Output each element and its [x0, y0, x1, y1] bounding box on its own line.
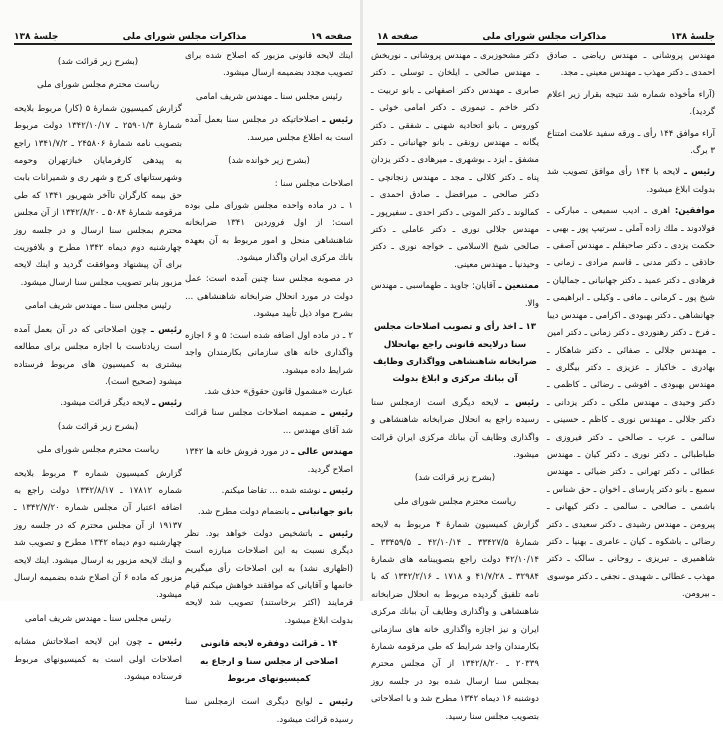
- paragraph: [547, 126, 715, 161]
- paragraph: [371, 48, 539, 274]
- paragraph: [371, 278, 539, 313]
- block-text: ۱ ـ در ماده واحده مجلس شورای ملی بوده است: از اول فروردین ۱۳۴۱ ضرابخانه شاهنشاهی منحل و امور مربوط به آن بعهده بانك مرکزی ایران واگذار میشود.: [185, 200, 353, 264]
- text-column-right: [547, 48, 715, 608]
- block-text: ۱۴ ـ قرائت دوفقره لایحه قانونی اصلاحی از مجلس سنا و ارجاع به کمیسیونهای مربوط: [200, 639, 338, 684]
- paragraph: [185, 198, 353, 268]
- block-text: گزارش کمیسیون شماره ۳ مربوط بلایحه شماره ۱۷۸۱۲ ـ ۱۳۴۲/۸/۱۷ دولت راجع به اضافه اعتبار آن مجلس شماره ۱۳۴۲/۷/۲۰ ـ ۱۹۱۳۷ از آن مجلس محترم که در جلسه روز چهارشنبه دوم دیماه ۱۳۴۲ مطرح و تصویب شد و اینك لایحه مزبور به ارسال میشود. اینك لایحه مزبور که ماده ۶ آن اصلاح شده بضمیمه ارسال میشود.: [14, 468, 183, 601]
- block-text: لایحه دیگر قرائت میشود.: [60, 398, 150, 409]
- paragraph: [547, 164, 715, 199]
- block-text: اهری ـ ادیب سمیعی ـ مبارکی ـ فولادوند ـ ملك زاده آملی ـ سرتیپ پور ـ بهبی ـ حکمت یزدی ـ دکتر صاحبقلم ـ مهندس آصفی ـ حاذقی ـ دکتر مدنی ـ قاسم مرادی ـ زمانی ـ فرهادی ـ دکتر عمید ـ دکتر جهانبانی ـ جمالیان ـ شیخ پور ـ کرمانی ـ مافی ـ وکیلی ـ ابراهیمی ـ جهانشاهی ـ دکتر بهبودی ـ اکرامی ـ مهندس دیبا ـ فرخ ـ دکتر رهنوردی ـ دکتر زمانی ـ دکتر امین ـ مهندس جلالی ـ صفائی ـ دکتر شاهکار ـ بهادری ـ خاکباز ـ عزیزی ـ دکتر بیگلری ـ مهندس بهبودی ـ افوشی ـ رضائی ـ کاظمی ـ دکتر وحیدی ـ مهندس ملکی ـ دکتر یزدانی ـ دکتر جلالی ـ مهندس نوری ـ کاظم ـ حسینی ـ سالمی ـ عرب ـ صالحی ـ دکتر فیروزی ـ طباطبائی ـ دکتر نوری ـ دکتر کیان ـ مهندس عطائی ـ دکتر تهرانی ـ دکتر ضیائی ـ مهندس سمیع ـ بانو دکتر پارسای ـ اخوان ـ حق شناس ـ باشمی ـ صالحی ـ سالمی ـ دکتر کیهانی ـ پیرومن ـ مهندس رشیدی ـ دکتر سعیدی ـ دکتر رضائی ـ باشکوه ـ کیان ـ عامری ـ بهنیا ـ دکتر شاهمیری ـ تبریزی ـ روحانی ـ سالک ـ دکتر مهذب ـ عطائی ـ شهیدی ـ نجفی ـ دکتر موسوی ـ بیرومن.: [547, 206, 715, 600]
- block-text: (بشرح زیر قرائت شد): [414, 473, 496, 484]
- paragraph: [185, 176, 353, 193]
- header-rule: [14, 43, 352, 45]
- block-text: نوشته شده ... تقاضا میکنم.: [221, 485, 321, 496]
- paragraph: [185, 694, 353, 729]
- paragraph: [14, 395, 182, 412]
- block-text: اینك لایحه قانونی مزبور که اصلاح شده برای تصویب مجدد بضمیمه ارسال میشود.: [185, 51, 353, 79]
- session-number: جلسهٔ ۱۳۸: [14, 32, 59, 42]
- block-text: (آراء مأخوذه شماره شد نتیجه بقرار زیر اعلام گردید).: [547, 89, 715, 118]
- block-text: لایحه دیگری است ازمجلس سنا رسیده راجع به انحلال ضرابخانه شاهنشاهی و واگذاری وظایف آن ببانك مرکزی ایران قرائت میشود.: [371, 397, 539, 460]
- running-header: [377, 28, 715, 42]
- paragraph: [185, 483, 353, 500]
- block-text: آراء موافق ۱۴۴ رأی ـ ورقه سفید علامت امتناع ۳ برگ.: [547, 128, 715, 157]
- speaker-label: رئیس ـ: [322, 115, 354, 126]
- centered-line: [14, 442, 182, 459]
- block-text: مهندس پروشانی ـ مهندس ریاضی ـ صادق احمدی ـ دکتر مهذب ـ مهندس معینی ـ مجد.: [547, 51, 715, 79]
- centered-line: [14, 419, 182, 436]
- session-number: جلسهٔ ۱۳۸: [670, 32, 715, 42]
- paragraph: [14, 634, 182, 686]
- centered-line: [371, 494, 539, 511]
- block-text: (بشرح زیر قرائت شد): [57, 57, 139, 67]
- speaker-label: بانو جهانبانی ـ: [292, 507, 353, 518]
- running-header: [14, 28, 352, 42]
- text-column-left: [14, 48, 182, 690]
- section-heading: [371, 319, 539, 389]
- centered-line: [185, 89, 353, 106]
- block-text: ریاست محترم مجلس شورای ملی: [37, 445, 159, 456]
- text-column-right: [185, 48, 353, 733]
- speaker-label: رئیس ـ: [319, 697, 353, 708]
- paragraph: [185, 112, 353, 147]
- page-18: [363, 0, 723, 722]
- centered-line: [14, 611, 182, 628]
- paragraph: [547, 48, 715, 83]
- paragraph: [185, 405, 353, 440]
- block-text: لوایح دیگری است ازمجلس سنا رسیده قرائت میشود.: [185, 697, 353, 725]
- paragraph: [14, 466, 182, 605]
- paragraph: [14, 322, 182, 392]
- block-text: آقایان: جاوید ـ طهماسبی ـ مهندس والا.: [371, 281, 539, 309]
- paragraph: [185, 48, 353, 83]
- publication-title: مذاکرات مجلس شورای ملی: [482, 32, 607, 42]
- paragraph: [185, 526, 353, 630]
- block-text: رئیس مجلس سنا ـ مهندس شریف امامی: [195, 91, 343, 102]
- speaker-label: رئیس ـ: [152, 398, 182, 409]
- page-number: صفحه ۱۸: [377, 32, 419, 42]
- speaker-label: رئیس ـ: [319, 528, 354, 539]
- block-text: (بشرح زیر خوانده شد): [228, 156, 310, 167]
- block-text: رئیس مجلس سنا ـ مهندس شریف امامی: [24, 613, 172, 624]
- page-19: [0, 0, 360, 725]
- header-rule: [377, 43, 715, 45]
- speaker-label: موافقین:: [674, 206, 715, 217]
- block-text: اصلاحاتیکه در مجلس سنا بعمل آمده است به اطلاع مجلس میرسد.: [185, 115, 353, 143]
- block-text: (بشرح زیر قرائت شد): [57, 421, 139, 432]
- text-column-left: [371, 48, 539, 730]
- speaker-label: مهندس عالی ـ: [291, 447, 354, 458]
- centered-line: [185, 153, 353, 170]
- speaker-label: رئیس ـ: [323, 485, 353, 496]
- block-text: ۱۳ ـ اخذ رأی و تصویب اصلاحات مجلس سنا درلایحه قانونی راجع بهانحلال ضرابخانه شاهنشاهی وواگذاری وظایف آن ببانك مرکزی و ابلاغ بدولت: [373, 322, 537, 385]
- block-text: رئیس مجلس سنا ـ مهندس شریف امامی: [24, 301, 172, 312]
- page-number: صفحه ۱۹: [310, 32, 352, 42]
- block-text: اصلاحات مجلس سنا :: [274, 179, 353, 190]
- paragraph: [547, 87, 715, 122]
- block-text: چون اصلاحاتی که در آن بعمل آمده است زیادتاست با اجازه مجلس برای مطالعه بیشتری به کمیسیون های مربوط فرستاده میشود (صحیح است).: [14, 324, 182, 387]
- block-text: ۲ ـ در ماده اول اضافه شده است: ۵ و ۶ اجازه واگذاری خانه های سازمانی بکارمندان واجد شرایط داده میشود.: [185, 330, 353, 376]
- block-text: دکتر مشحوزبری ـ مهندس پروشانی ـ نوربخش ـ مهندس صالحی ـ ایلخان ـ توسلی ـ دکتر صابری ـ مهندس دکتر اصفهانی ـ بانو تربیت ـ دکتر خاخم ـ تیموری ـ دکتر امامی خوئی ـ کوروس ـ بانو اتحادیه شهنی ـ شفقی ـ دکتر یگانه ـ مهندس رونقی ـ بانو جهانبانی ـ دکتر مشفق ـ ایزد ـ بوشهری ـ میرهادی ـ دکتر یزدان پناه ـ دکتر کلالی ـ مجد ـ مهندس زنجانچی ـ دکتر صالحی ـ میرافضل ـ صادق احمدی ـ کمالوند ـ دکتر الموتی ـ دکتر احدی ـ سفیرپور ـ مهندس جلالی نوری ـ دکتر عاملی ـ دکتر صالحی شیخ الاسلامی ـ خواجه نوری ـ دکتر وحیدنیا ـ مهندس معینی.: [371, 51, 539, 270]
- block-text: گزارش کمیسیون شمارهٔ ۴ مربوط به لایحه شمارهٔ ۳۳۴۲۷/۵ ـ ۴۲/۱۰/۱۴ ـ ۳۳۴۵۹/۵ ـ ۴۲/۱۰/۱۴ دولت راجع بتصویبنامه های شمارهٔ ۳۲۹۸۴ ـ ۴۱/۷/۲۸ و ۱۷۱۸ ـ ۱۳۴۲/۲/۱۶ که با نامه تلفیق گردیده مربوط به انحلال ضرابخانه شاهنشاهی و واگذاری وظایف آن ببانك مرکزی ایران و نیز اجازه واگذاری خانه های سازمانی بکارمندان واجد شرایط که طی مرقومه شمارهٔ ۲۰۳۳۹ ـ ۱۳۴۲/۸/۲۰ از آن مجلس محترم بمجلس سنا ارسال شده بود در جلسه روز دوشنبه ۱۶ دیماه ۱۳۴۲ مطرح شد و با اصلاحاتی بتصویب مجلس سنا رسید.: [371, 520, 540, 722]
- speaker-label: رئیس ـ: [321, 408, 353, 419]
- paragraph: [185, 504, 353, 521]
- block-text: بانضمام دولت مطرح شد.: [197, 507, 290, 518]
- block-text: ریاست محترم مجلس شورای ملی: [394, 496, 516, 507]
- speaker-label: رئیس ـ: [148, 637, 182, 648]
- publication-title: مذاکرات مجلس شورای ملی: [122, 32, 247, 42]
- speaker-label: رئیس ـ: [150, 324, 182, 335]
- paragraph: [185, 384, 353, 401]
- block-text: در مورد فروش خانه ها ۱۳۴۲ اصلاح گردید.: [185, 447, 353, 475]
- paragraph: [185, 444, 353, 479]
- section-heading: [185, 636, 353, 688]
- block-text: باتشخیص دولت خواهد بود. نظر دیگری نسبت به این اصلاحات مبارزه است (اظهاری نشد) به این اصلاحات رأی میگیریم خانمها و آقایانی که موافقند خواهش میکنم قیام فرمایند (اکثر برخاستند) تصویب شد لایحه بدولت ابلاغ میشود.: [185, 528, 353, 626]
- paragraph: [14, 101, 182, 292]
- paragraph: [371, 517, 539, 726]
- speaker-label: رئیس ـ: [505, 397, 539, 408]
- paragraph: [185, 328, 353, 380]
- centered-line: [14, 54, 182, 71]
- speaker-label: رئیس ـ: [683, 167, 715, 178]
- block-text: ریاست محترم مجلس شورای ملی: [37, 80, 159, 91]
- centered-line: [14, 77, 182, 94]
- block-text: در مصوبه مجلس سنا چنین آمده است: عمل دولت در مورد انحلال ضرابخانه شاهنشاهی ... بشرح مواد ذیل تأیید میشود.: [185, 274, 353, 320]
- block-text: عبارت «مشمول قانون حقوق» حذف شد.: [204, 386, 353, 397]
- paragraph: [547, 203, 715, 603]
- block-text: چون این لایحه اصلاحاتش مشابه اصلاحات اولی است به کمیسیونهای مربوط فرستاده میشود.: [14, 637, 182, 682]
- block-text: ضمیمه اصلاحات مجلس سنا قرائت شد آقای مهندس ...: [185, 408, 353, 436]
- block-text: لایحه با ۱۴۴ رأی موافق تصویب شد بدولت ابلاغ میشود.: [547, 167, 715, 195]
- paragraph: [371, 395, 539, 465]
- centered-line: [371, 470, 539, 487]
- centered-line: [14, 298, 182, 315]
- block-text: گزارش کمیسیون شمارهٔ ۵ (کار) مربوط بلایحه شمارهٔ ۲۵۹۰۱/۳ ـ ۱۳۴۲/۱۰/۱۷ دولت مربوط بتصویب نامه شمارهٔ ۲۴۵۸۰۶ ـ ۱۳۴۱/۷/۲ راجع به پیدهی کارفرمایان خبازتهران وحومه وشهرستانهای کرج و شهر ری و شمیرانات بابت حق بیمه کارگران تاآخر شهریور ۱۳۴۱ که طی مرقومه شمارهٔ ۵۰۸۴ ـ ۱۳۴۲/۸/۲۰ از آن مجلس محترم بمجلس سنا ارسال و در جلسه روز چهارشنبه دوم دیماه ۱۳۴۲ مطرح و بلافوریت برای آن پیشنهاد وموافقت گردید و اینك لایحه مزبور بنابر تصویب مجلس سنا ارسال میشود.: [14, 103, 183, 288]
- paragraph: [185, 271, 353, 323]
- speaker-label: ممتنعین ـ: [498, 281, 539, 292]
